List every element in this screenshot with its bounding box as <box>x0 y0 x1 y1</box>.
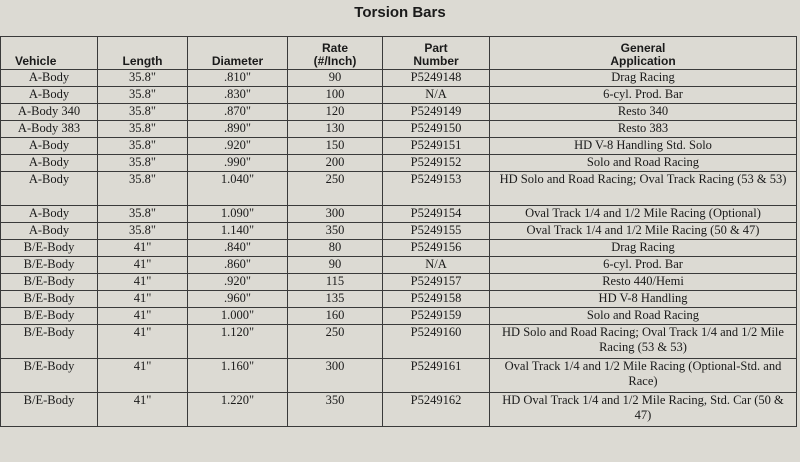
cell-length: 41" <box>98 325 188 359</box>
cell-vehicle: A-Body <box>1 138 98 155</box>
cell-diameter: 1.220" <box>188 393 288 427</box>
cell-application: HD V-8 Handling <box>490 291 797 308</box>
table-row <box>1 223 797 240</box>
cell-part-number: P5249152 <box>383 155 490 172</box>
cell-rate: 135 <box>288 291 383 308</box>
cell-part-number: P5249161 <box>383 359 490 393</box>
table-row <box>1 70 797 87</box>
cell-application: Solo and Road Racing <box>490 155 797 172</box>
cell-vehicle: B/E-Body <box>1 257 98 274</box>
cell-vehicle: B/E-Body <box>1 274 98 291</box>
cell-vehicle: A-Body <box>1 206 98 223</box>
cell-rate: 300 <box>288 359 383 393</box>
cell-length: 35.8" <box>98 138 188 155</box>
header-diameter: Diameter <box>188 37 288 70</box>
cell-application: 6-cyl. Prod. Bar <box>490 87 797 104</box>
header-part-number: Part Number <box>383 37 490 70</box>
table-row <box>1 172 797 206</box>
cell-length: 35.8" <box>98 121 188 138</box>
cell-application: Resto 340 <box>490 104 797 121</box>
cell-diameter: 1.040" <box>188 172 288 206</box>
cell-diameter: .860" <box>188 257 288 274</box>
cell-rate: 160 <box>288 308 383 325</box>
cell-length: 41" <box>98 359 188 393</box>
cell-rate: 80 <box>288 240 383 257</box>
cell-application: Oval Track 1/4 and 1/2 Mile Racing (50 & 47) <box>490 223 797 240</box>
cell-application: Drag Racing <box>490 240 797 257</box>
cell-vehicle: A-Body 340 <box>1 104 98 121</box>
cell-length: 41" <box>98 291 188 308</box>
cell-diameter: 1.000" <box>188 308 288 325</box>
cell-part-number: P5249154 <box>383 206 490 223</box>
table-row <box>1 138 797 155</box>
cell-vehicle: A-Body <box>1 155 98 172</box>
cell-part-number: P5249148 <box>383 70 490 87</box>
cell-length: 35.8" <box>98 172 188 206</box>
table-row <box>1 257 797 274</box>
table-row <box>1 104 797 121</box>
cell-rate: 100 <box>288 87 383 104</box>
cell-length: 41" <box>98 308 188 325</box>
cell-diameter: .840" <box>188 240 288 257</box>
cell-length: 35.8" <box>98 155 188 172</box>
cell-part-number: P5249162 <box>383 393 490 427</box>
cell-part-number: P5249159 <box>383 308 490 325</box>
cell-vehicle: A-Body <box>1 87 98 104</box>
cell-diameter: 1.160" <box>188 359 288 393</box>
cell-part-number: N/A <box>383 87 490 104</box>
cell-rate: 350 <box>288 223 383 240</box>
cell-vehicle: B/E-Body <box>1 393 98 427</box>
table-row <box>1 393 797 427</box>
cell-vehicle: B/E-Body <box>1 308 98 325</box>
cell-length: 41" <box>98 274 188 291</box>
cell-application: HD Solo and Road Racing; Oval Track 1/4 and 1/2 Mile Racing (53 & 53) <box>490 325 797 359</box>
cell-rate: 350 <box>288 393 383 427</box>
table-row <box>1 359 797 393</box>
cell-application: Oval Track 1/4 and 1/2 Mile Racing (Optional) <box>490 206 797 223</box>
cell-rate: 90 <box>288 70 383 87</box>
cell-diameter: 1.120" <box>188 325 288 359</box>
table-row <box>1 240 797 257</box>
cell-part-number: N/A <box>383 257 490 274</box>
cell-part-number: P5249156 <box>383 240 490 257</box>
cell-part-number: P5249153 <box>383 172 490 206</box>
table-title: Torsion Bars <box>354 4 446 21</box>
table-row <box>1 155 797 172</box>
cell-length: 35.8" <box>98 87 188 104</box>
cell-length: 41" <box>98 393 188 427</box>
cell-rate: 90 <box>288 257 383 274</box>
table-row <box>1 121 797 138</box>
cell-rate: 300 <box>288 206 383 223</box>
cell-rate: 115 <box>288 274 383 291</box>
cell-part-number: P5249149 <box>383 104 490 121</box>
table-row <box>1 308 797 325</box>
cell-vehicle: A-Body 383 <box>1 121 98 138</box>
cell-diameter: .830" <box>188 87 288 104</box>
cell-rate: 130 <box>288 121 383 138</box>
table-row <box>1 206 797 223</box>
cell-vehicle: A-Body <box>1 223 98 240</box>
cell-part-number: P5249151 <box>383 138 490 155</box>
cell-part-number: P5249157 <box>383 274 490 291</box>
cell-application: Resto 383 <box>490 121 797 138</box>
cell-part-number: P5249155 <box>383 223 490 240</box>
header-general-application: General Application <box>490 37 797 70</box>
cell-application: HD Solo and Road Racing; Oval Track Racing (53 & 53) <box>490 172 797 206</box>
cell-diameter: .920" <box>188 274 288 291</box>
cell-diameter: .810" <box>188 70 288 87</box>
header-rate: Rate (#/Inch) <box>288 37 383 70</box>
cell-diameter: 1.140" <box>188 223 288 240</box>
table-body <box>1 70 797 427</box>
cell-diameter: 1.090" <box>188 206 288 223</box>
torsion-bars-table <box>0 36 797 427</box>
cell-length: 35.8" <box>98 104 188 121</box>
cell-diameter: .890" <box>188 121 288 138</box>
cell-application: HD Oval Track 1/4 and 1/2 Mile Racing, Std. Car (50 & 47) <box>490 393 797 427</box>
cell-part-number: P5249150 <box>383 121 490 138</box>
cell-length: 35.8" <box>98 70 188 87</box>
cell-diameter: .920" <box>188 138 288 155</box>
cell-application: Oval Track 1/4 and 1/2 Mile Racing (Optional-Std. and Race) <box>490 359 797 393</box>
cell-application: 6-cyl. Prod. Bar <box>490 257 797 274</box>
header-row <box>1 37 797 70</box>
cell-application: Drag Racing <box>490 70 797 87</box>
cell-vehicle: A-Body <box>1 172 98 206</box>
cell-rate: 250 <box>288 172 383 206</box>
cell-part-number: P5249158 <box>383 291 490 308</box>
header-vehicle: Vehicle <box>1 37 98 70</box>
cell-rate: 120 <box>288 104 383 121</box>
cell-application: HD V-8 Handling Std. Solo <box>490 138 797 155</box>
cell-vehicle: A-Body <box>1 70 98 87</box>
cell-vehicle: B/E-Body <box>1 359 98 393</box>
cell-application: Solo and Road Racing <box>490 308 797 325</box>
cell-vehicle: B/E-Body <box>1 325 98 359</box>
cell-application: Resto 440/Hemi <box>490 274 797 291</box>
table-row <box>1 87 797 104</box>
cell-diameter: .960" <box>188 291 288 308</box>
cell-part-number: P5249160 <box>383 325 490 359</box>
cell-vehicle: B/E-Body <box>1 240 98 257</box>
header-length: Length <box>98 37 188 70</box>
table-row <box>1 325 797 359</box>
cell-length: 35.8" <box>98 223 188 240</box>
cell-rate: 200 <box>288 155 383 172</box>
cell-diameter: .990" <box>188 155 288 172</box>
cell-diameter: .870" <box>188 104 288 121</box>
cell-length: 35.8" <box>98 206 188 223</box>
table-row <box>1 291 797 308</box>
cell-length: 41" <box>98 240 188 257</box>
cell-rate: 250 <box>288 325 383 359</box>
cell-vehicle: B/E-Body <box>1 291 98 308</box>
cell-length: 41" <box>98 257 188 274</box>
cell-rate: 150 <box>288 138 383 155</box>
table-row <box>1 274 797 291</box>
